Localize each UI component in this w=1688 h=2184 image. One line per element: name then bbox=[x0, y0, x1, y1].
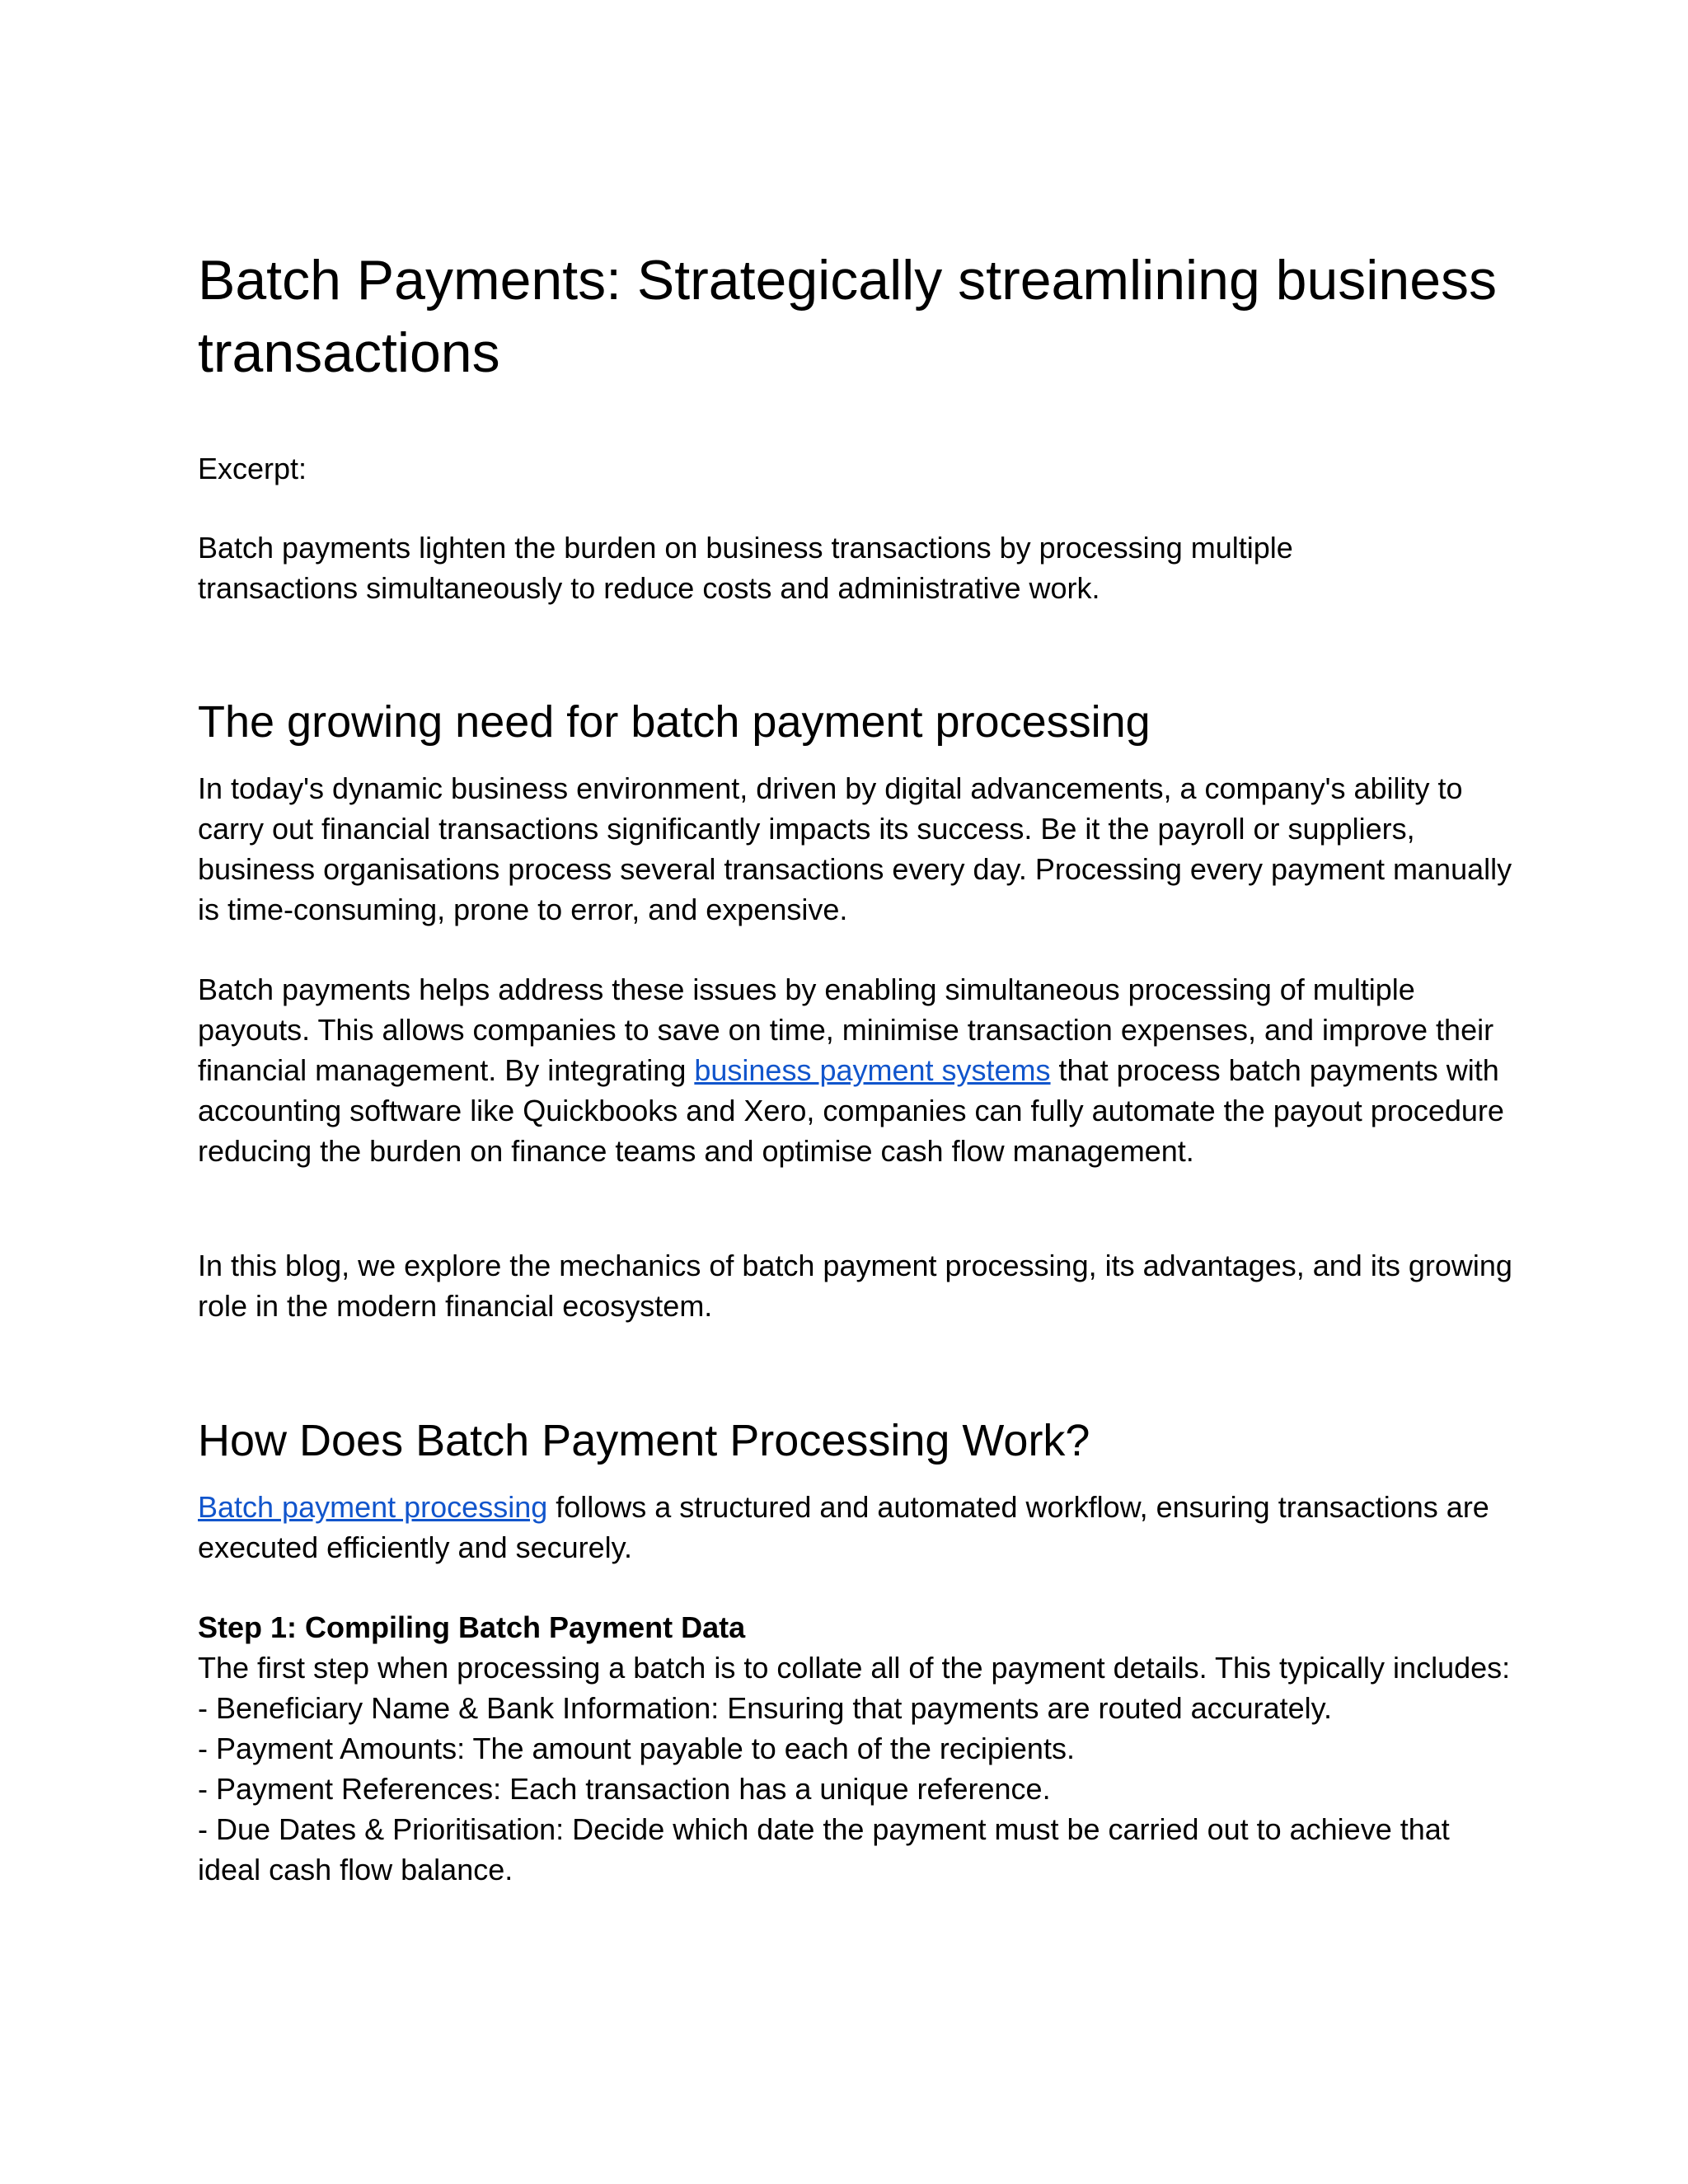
paragraph-text: that process batch payments with accounting software like Quickbooks and Xero, companies can fully automate the payout procedure reducing the burden on finance teams and optimise cash flow management. bbox=[198, 1053, 1504, 1168]
list-item: - Beneficiary Name & Bank Information: Ensuring that payments are routed accurately. bbox=[198, 1691, 1332, 1725]
list-item: - Payment References: Each transaction has a unique reference. bbox=[198, 1772, 1051, 1806]
step-1-title: Step 1: Compiling Batch Payment Data bbox=[198, 1610, 746, 1644]
paragraph-workflow-intro bbox=[198, 1487, 1517, 1568]
business-payment-systems-link[interactable]: business payment systems bbox=[694, 1053, 1051, 1087]
step-1-description: The first step when processing a batch is to collate all of the payment details. This typically includes: bbox=[198, 1651, 1511, 1685]
paragraph-batch-helps bbox=[198, 969, 1517, 1171]
excerpt-label: Excerpt: bbox=[198, 452, 307, 485]
step-1-body bbox=[198, 1647, 1517, 1890]
section-heading-how-it-works: How Does Batch Payment Processing Work? bbox=[198, 1416, 1090, 1465]
paragraph-dynamic-environment: In today's dynamic business environment, driven by digital advancements, a company's ability to carry out financial transactions significantly impacts its success. Be it the payroll or suppliers, business organisations process several transactions every day. Processing every payment manually is time-consuming, prone to error, and expensive. bbox=[198, 771, 1512, 926]
list-item: - Payment Amounts: The amount payable to each of the recipients. bbox=[198, 1732, 1075, 1765]
document-title: Batch Payments: Strategically streamlining business transactions bbox=[198, 249, 1498, 384]
list-item: - Due Dates & Prioritisation: Decide which date the payment must be carried out to achieve that ideal cash flow balance. bbox=[198, 1812, 1450, 1886]
paragraph-text: Batch payments helps address these issues by enabling simultaneous processing of multiple payouts. This allows companies to save on time, minimise transaction expenses, and improve their financial management. By integrating bbox=[198, 972, 1494, 1087]
paragraph-text: follows a structured and automated workflow, ensuring transactions are executed efficiently and securely. bbox=[198, 1490, 1489, 1564]
paragraph-blog-intro: In this blog, we explore the mechanics of batch payment processing, its advantages, and its growing role in the modern financial ecosystem. bbox=[198, 1249, 1512, 1323]
batch-payment-processing-link[interactable]: Batch payment processing bbox=[198, 1490, 548, 1524]
section-heading-growing-need: The growing need for batch payment processing bbox=[198, 697, 1151, 747]
excerpt-text: Batch payments lighten the burden on business transactions by processing multiple transactions simultaneously to reduce costs and administrative work. bbox=[198, 531, 1293, 605]
